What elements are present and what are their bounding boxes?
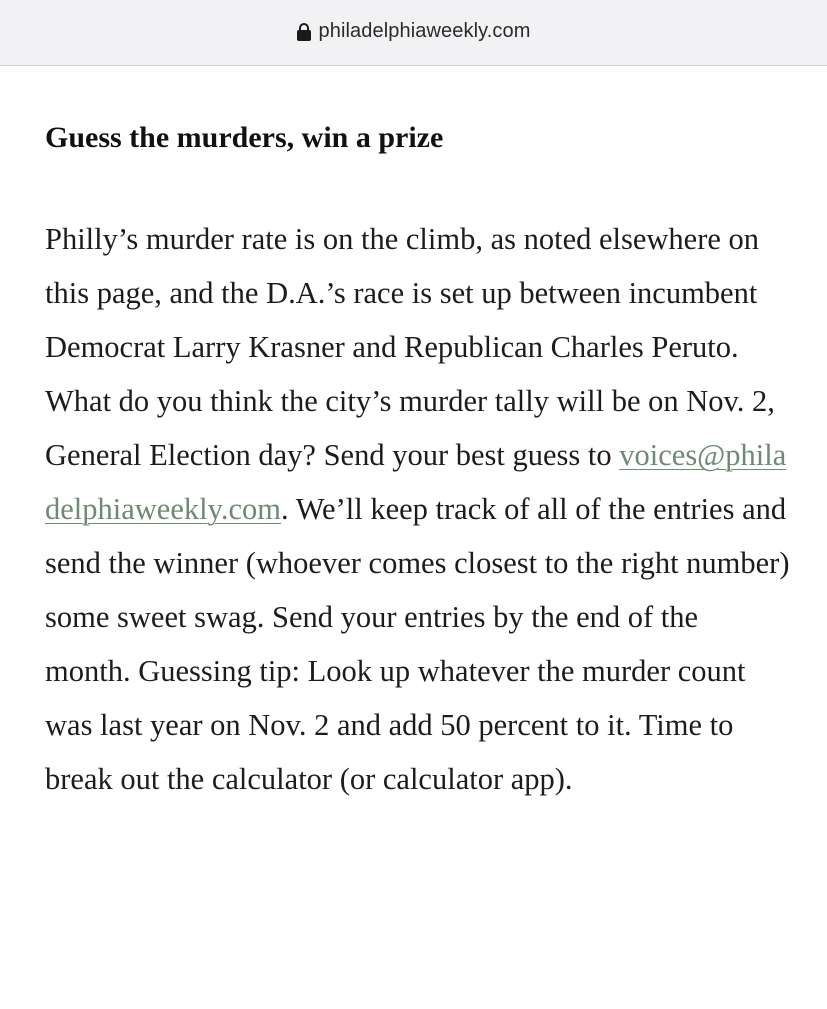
article-paragraph xyxy=(45,212,790,806)
address-bar[interactable] xyxy=(0,0,827,66)
article-headline: Guess the murders, win a prize xyxy=(45,121,444,154)
address-bar-content xyxy=(297,20,531,43)
lock-icon xyxy=(297,23,311,41)
email-link[interactable]: voices@philadelphiaweekly.com xyxy=(45,438,787,526)
paragraph-text-after-link: . We’ll keep track of all of the entries and send the winner (whoever comes closest to the right number) some sweet swag. Send your entries by the end of the month. Guessing tip: Look up whatever the murder count was last year on Nov. 2 and add 50 percent to it. Time to break out the calculator (or calculator app). xyxy=(45,492,790,796)
article xyxy=(45,118,790,806)
paragraph-text-before-link: Philly’s murder rate is on the climb, as noted elsewhere on this page, and the D.A.’s race is set up between incumbent Democrat Larry Krasner and Republican Charles Peruto. What do you think the city’s murder tally will be on Nov. 2, General Election day? Send your best guess to xyxy=(45,222,775,472)
url-text[interactable]: philadelphiaweekly.com xyxy=(318,20,531,42)
